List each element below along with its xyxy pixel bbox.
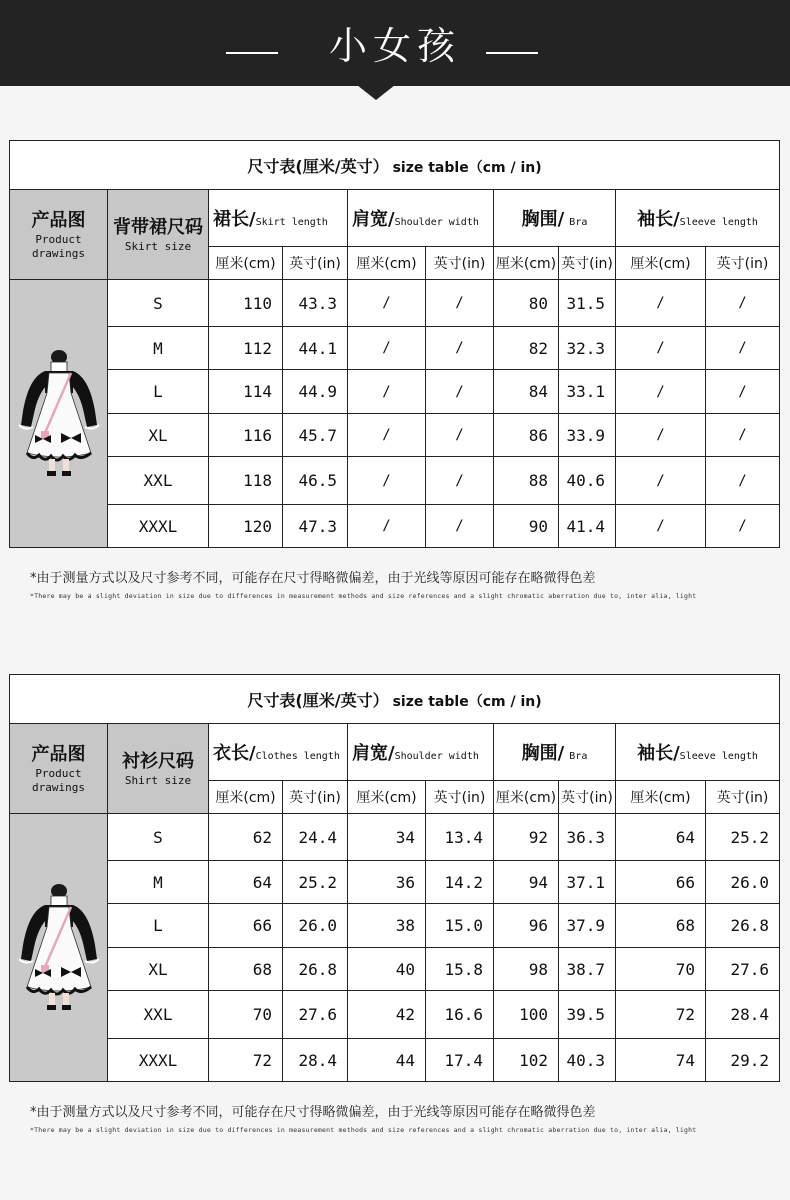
col-cn: 肩宽/ bbox=[352, 209, 395, 230]
size-label-cell: L bbox=[108, 904, 209, 948]
size-label-cell: XXXL bbox=[108, 1039, 209, 1082]
dress-product-image bbox=[15, 349, 103, 479]
value-cell: 24.4 bbox=[283, 814, 348, 861]
value-cell: 112 bbox=[209, 327, 283, 370]
value-cell: 44.1 bbox=[283, 327, 348, 370]
value-cell: / bbox=[616, 505, 706, 548]
size-label-cell: L bbox=[108, 370, 209, 414]
size-label-cell: XL bbox=[108, 948, 209, 991]
value-cell: 116 bbox=[209, 414, 283, 457]
value-cell: 114 bbox=[209, 370, 283, 414]
dress-product-image bbox=[15, 883, 103, 1013]
product-image-cell bbox=[10, 814, 108, 1082]
value-cell: / bbox=[426, 457, 494, 505]
size-label-cell: S bbox=[108, 280, 209, 327]
value-cell: 38 bbox=[348, 904, 426, 948]
measurement-note-cn: *由于测量方式以及尺寸参考不同，可能存在尺寸得略微偏差，由于光线等原因可能存在略微得色差 bbox=[30, 1105, 596, 1120]
product-head-en1: Product bbox=[35, 766, 82, 780]
unit-cell: 英寸(in) bbox=[426, 781, 494, 814]
value-cell: 98 bbox=[494, 948, 559, 991]
table-row bbox=[10, 991, 780, 1039]
col-cn: 肩宽/ bbox=[352, 743, 395, 764]
value-cell: / bbox=[616, 370, 706, 414]
col-en: Sleeve length bbox=[679, 751, 758, 762]
unit-cell: 厘米(cm) bbox=[209, 781, 283, 814]
column-header-bra bbox=[494, 724, 616, 781]
size-label-cell: M bbox=[108, 327, 209, 370]
value-cell: 16.6 bbox=[426, 991, 494, 1039]
value-cell: / bbox=[348, 327, 426, 370]
value-cell: / bbox=[706, 327, 780, 370]
value-cell: 47.3 bbox=[283, 505, 348, 548]
value-cell: 42 bbox=[348, 991, 426, 1039]
value-cell: / bbox=[706, 457, 780, 505]
col-en: Bra bbox=[569, 751, 588, 762]
value-cell: 26.8 bbox=[283, 948, 348, 991]
value-cell: 46.5 bbox=[283, 457, 348, 505]
unit-cell: 英寸(in) bbox=[283, 247, 348, 280]
value-cell: 36 bbox=[348, 861, 426, 904]
value-cell: 33.1 bbox=[559, 370, 616, 414]
value-cell: 82 bbox=[494, 327, 559, 370]
col-en: Bra bbox=[569, 217, 588, 228]
column-header-length bbox=[209, 190, 348, 247]
skirt-size-table bbox=[9, 140, 780, 548]
value-cell: 80 bbox=[494, 280, 559, 327]
value-cell: 36.3 bbox=[559, 814, 616, 861]
caption-cn: 尺寸表(厘米/英寸） bbox=[247, 156, 389, 176]
unit-cell: 英寸(in) bbox=[559, 781, 616, 814]
value-cell: 110 bbox=[209, 280, 283, 327]
value-cell: 25.2 bbox=[706, 814, 780, 861]
column-header-length bbox=[209, 724, 348, 781]
value-cell: 90 bbox=[494, 505, 559, 548]
table-caption bbox=[10, 141, 780, 190]
size-header bbox=[108, 724, 209, 814]
product-head-en2: drawings bbox=[32, 246, 85, 260]
unit-cell: 英寸(in) bbox=[706, 781, 780, 814]
col-cn: 袖长/ bbox=[637, 743, 680, 764]
header-banner bbox=[0, 0, 790, 86]
table-row bbox=[10, 457, 780, 505]
column-header-shoulder bbox=[348, 190, 494, 247]
table-row bbox=[10, 904, 780, 948]
measurement-note-en: *There may be a slight deviation in size due to differences in measurement methods and size references and a slight chromatic aberration due to, inter alia, light bbox=[30, 1126, 697, 1134]
table-row bbox=[10, 414, 780, 457]
size-head-cn: 衬衫尺码 bbox=[122, 750, 194, 772]
value-cell: 44.9 bbox=[283, 370, 348, 414]
table-row bbox=[10, 861, 780, 904]
value-cell: / bbox=[426, 327, 494, 370]
value-cell: 72 bbox=[616, 991, 706, 1039]
product-drawings-header bbox=[10, 190, 108, 280]
value-cell: 29.2 bbox=[706, 1039, 780, 1082]
banner-dash-right bbox=[486, 52, 538, 54]
value-cell: 92 bbox=[494, 814, 559, 861]
value-cell: / bbox=[426, 370, 494, 414]
column-header-sleeve bbox=[616, 190, 780, 247]
value-cell: 17.4 bbox=[426, 1039, 494, 1082]
product-head-cn: 产品图 bbox=[31, 209, 86, 231]
value-cell: 31.5 bbox=[559, 280, 616, 327]
value-cell: 15.0 bbox=[426, 904, 494, 948]
col-en: Shoulder width bbox=[394, 751, 479, 762]
value-cell: 34 bbox=[348, 814, 426, 861]
value-cell: 94 bbox=[494, 861, 559, 904]
caption-cn: 尺寸表(厘米/英寸） bbox=[247, 690, 389, 710]
value-cell: / bbox=[706, 505, 780, 548]
value-cell: 118 bbox=[209, 457, 283, 505]
value-cell: / bbox=[348, 505, 426, 548]
column-header-bra bbox=[494, 190, 616, 247]
caption-en: size table（cm / in) bbox=[392, 693, 542, 710]
banner-title: 小女孩 bbox=[328, 24, 461, 68]
value-cell: 26.0 bbox=[706, 861, 780, 904]
table-row bbox=[10, 814, 780, 861]
shirt-size-table bbox=[9, 674, 780, 1082]
caption-en: size table（cm / in) bbox=[392, 159, 542, 176]
banner-notch bbox=[357, 85, 395, 100]
size-label-cell: XXL bbox=[108, 991, 209, 1039]
value-cell: 14.2 bbox=[426, 861, 494, 904]
value-cell: 26.8 bbox=[706, 904, 780, 948]
value-cell: 70 bbox=[616, 948, 706, 991]
value-cell: 43.3 bbox=[283, 280, 348, 327]
size-label-cell: M bbox=[108, 861, 209, 904]
value-cell: 40.6 bbox=[559, 457, 616, 505]
value-cell: 32.3 bbox=[559, 327, 616, 370]
value-cell: 72 bbox=[209, 1039, 283, 1082]
size-label-cell: XXL bbox=[108, 457, 209, 505]
table-row bbox=[10, 1039, 780, 1082]
value-cell: / bbox=[616, 280, 706, 327]
col-cn: 裙长/ bbox=[213, 209, 256, 230]
value-cell: 100 bbox=[494, 991, 559, 1039]
column-header-shoulder bbox=[348, 724, 494, 781]
value-cell: 86 bbox=[494, 414, 559, 457]
col-en: Shoulder width bbox=[394, 217, 479, 228]
value-cell: / bbox=[426, 505, 494, 548]
value-cell: / bbox=[706, 280, 780, 327]
unit-cell: 厘米(cm) bbox=[616, 781, 706, 814]
value-cell: 64 bbox=[616, 814, 706, 861]
product-head-en2: drawings bbox=[32, 780, 85, 794]
value-cell: 62 bbox=[209, 814, 283, 861]
col-en: Sleeve length bbox=[679, 217, 758, 228]
size-head-en: Skirt size bbox=[124, 239, 192, 253]
size-label-cell: S bbox=[108, 814, 209, 861]
value-cell: 27.6 bbox=[283, 991, 348, 1039]
value-cell: 28.4 bbox=[283, 1039, 348, 1082]
product-head-cn: 产品图 bbox=[31, 743, 86, 765]
value-cell: 26.0 bbox=[283, 904, 348, 948]
size-head-en: Shirt size bbox=[124, 773, 192, 787]
value-cell: 13.4 bbox=[426, 814, 494, 861]
size-header bbox=[108, 190, 209, 280]
value-cell: 33.9 bbox=[559, 414, 616, 457]
value-cell: 70 bbox=[209, 991, 283, 1039]
table-row bbox=[10, 327, 780, 370]
table-row bbox=[10, 948, 780, 991]
unit-cell: 英寸(in) bbox=[706, 247, 780, 280]
col-cn: 胸围/ bbox=[521, 743, 565, 764]
unit-cell: 英寸(in) bbox=[426, 247, 494, 280]
measurement-note-en: *There may be a slight deviation in size due to differences in measurement methods and size references and a slight chromatic aberration due to, inter alia, light bbox=[30, 592, 697, 600]
value-cell: 38.7 bbox=[559, 948, 616, 991]
value-cell: 25.2 bbox=[283, 861, 348, 904]
value-cell: / bbox=[616, 327, 706, 370]
value-cell: / bbox=[348, 370, 426, 414]
product-image-cell bbox=[10, 280, 108, 548]
size-label-cell: XL bbox=[108, 414, 209, 457]
value-cell: 44 bbox=[348, 1039, 426, 1082]
product-drawings-header bbox=[10, 724, 108, 814]
col-cn: 衣长/ bbox=[213, 743, 256, 764]
col-cn: 胸围/ bbox=[521, 209, 565, 230]
unit-cell: 厘米(cm) bbox=[494, 781, 559, 814]
value-cell: / bbox=[616, 414, 706, 457]
value-cell: 120 bbox=[209, 505, 283, 548]
value-cell: 88 bbox=[494, 457, 559, 505]
unit-cell: 厘米(cm) bbox=[348, 781, 426, 814]
value-cell: 37.1 bbox=[559, 861, 616, 904]
product-head-en1: Product bbox=[35, 232, 82, 246]
table-caption bbox=[10, 675, 780, 724]
value-cell: / bbox=[616, 457, 706, 505]
value-cell: 40 bbox=[348, 948, 426, 991]
value-cell: / bbox=[348, 414, 426, 457]
size-label-cell: XXXL bbox=[108, 505, 209, 548]
table-row bbox=[10, 280, 780, 327]
value-cell: / bbox=[706, 414, 780, 457]
value-cell: 74 bbox=[616, 1039, 706, 1082]
value-cell: 64 bbox=[209, 861, 283, 904]
unit-cell: 厘米(cm) bbox=[494, 247, 559, 280]
unit-cell: 英寸(in) bbox=[283, 781, 348, 814]
col-cn: 袖长/ bbox=[637, 209, 680, 230]
value-cell: 68 bbox=[209, 948, 283, 991]
unit-cell: 英寸(in) bbox=[559, 247, 616, 280]
measurement-note-cn: *由于测量方式以及尺寸参考不同，可能存在尺寸得略微偏差，由于光线等原因可能存在略微得色差 bbox=[30, 571, 596, 586]
table-row bbox=[10, 505, 780, 548]
value-cell: 66 bbox=[209, 904, 283, 948]
value-cell: 27.6 bbox=[706, 948, 780, 991]
value-cell: 102 bbox=[494, 1039, 559, 1082]
col-en: Skirt length bbox=[255, 217, 328, 228]
column-header-sleeve bbox=[616, 724, 780, 781]
value-cell: / bbox=[426, 414, 494, 457]
value-cell: 96 bbox=[494, 904, 559, 948]
value-cell: 84 bbox=[494, 370, 559, 414]
unit-cell: 厘米(cm) bbox=[209, 247, 283, 280]
value-cell: / bbox=[706, 370, 780, 414]
unit-cell: 厘米(cm) bbox=[348, 247, 426, 280]
value-cell: / bbox=[426, 280, 494, 327]
value-cell: 39.5 bbox=[559, 991, 616, 1039]
value-cell: 28.4 bbox=[706, 991, 780, 1039]
value-cell: 41.4 bbox=[559, 505, 616, 548]
value-cell: / bbox=[348, 280, 426, 327]
value-cell: / bbox=[348, 457, 426, 505]
size-head-cn: 背带裙尺码 bbox=[113, 216, 203, 238]
value-cell: 45.7 bbox=[283, 414, 348, 457]
unit-cell: 厘米(cm) bbox=[616, 247, 706, 280]
value-cell: 66 bbox=[616, 861, 706, 904]
table-row bbox=[10, 370, 780, 414]
value-cell: 40.3 bbox=[559, 1039, 616, 1082]
value-cell: 68 bbox=[616, 904, 706, 948]
value-cell: 15.8 bbox=[426, 948, 494, 991]
value-cell: 37.9 bbox=[559, 904, 616, 948]
col-en: Clothes length bbox=[255, 751, 340, 762]
